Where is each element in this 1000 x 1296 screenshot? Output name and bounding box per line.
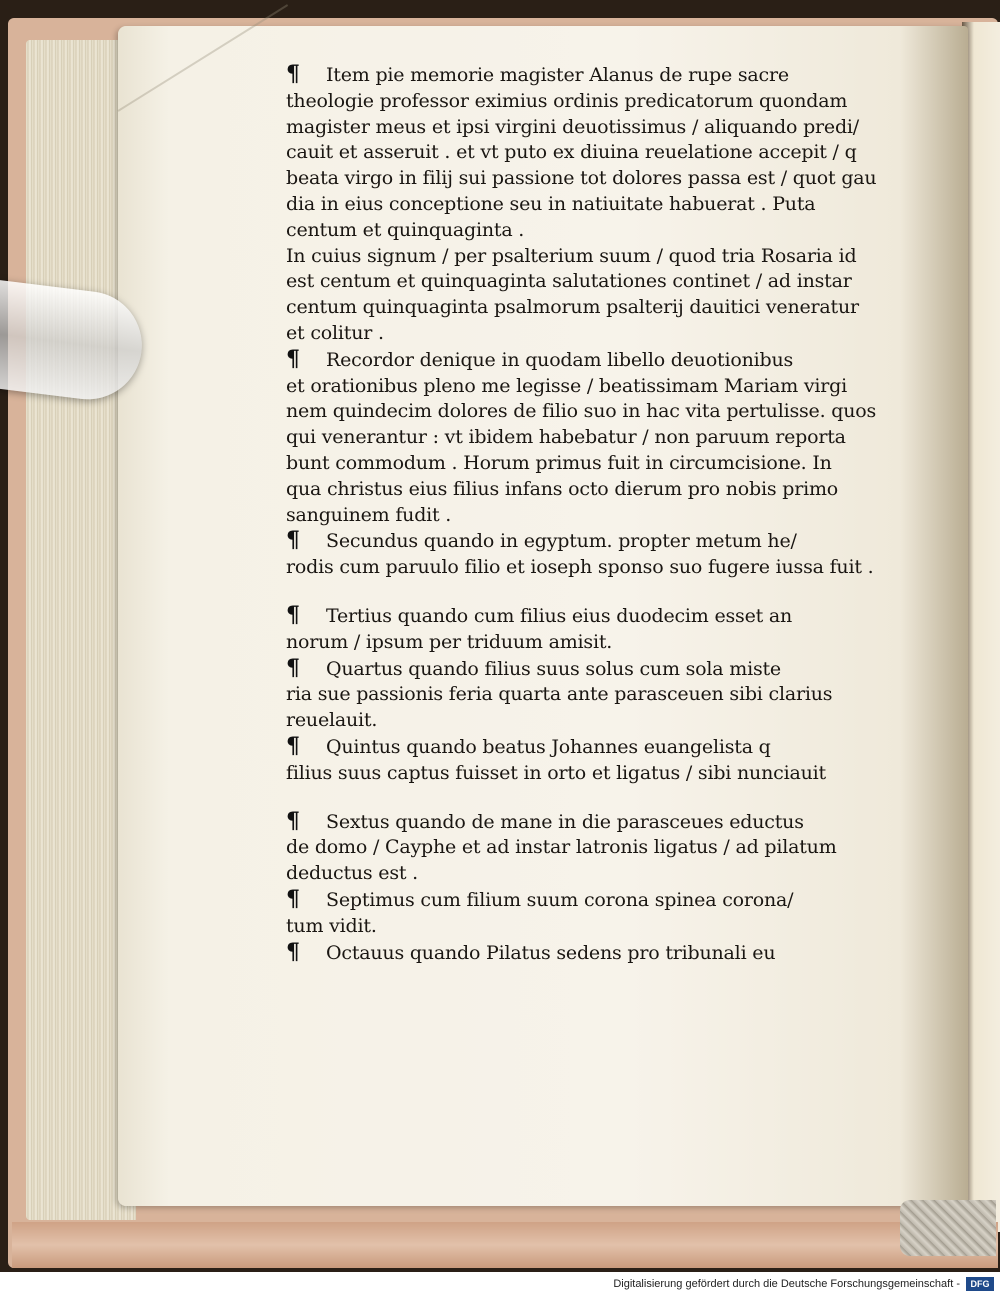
line-text: de domo / Cayphe et ad instar latronis ligatus / ad pilatum: [286, 836, 837, 859]
text-line: [286, 761, 866, 787]
line-text: In cuius signum / per psalterium suum / quod tria Rosaria id: [286, 244, 857, 267]
text-line: [286, 192, 866, 218]
line-text: Quintus quando beatus Johannes euangelista q: [326, 735, 771, 758]
text-line: [286, 62, 866, 89]
book-clasp: [900, 1200, 996, 1256]
page-text: [286, 61, 877, 966]
text-line: [286, 140, 866, 166]
text-line: [286, 244, 866, 270]
line-text: nem quindecim dolores de filio suo in hac vita pertulisse. quos: [286, 400, 877, 423]
line-text: Recordor denique in quodam libello deuotionibus: [326, 348, 794, 371]
line-text: norum / ipsum per triduum amisit.: [286, 630, 613, 653]
text-line: [286, 734, 866, 761]
dfg-logo: DFG: [966, 1277, 994, 1291]
binding-strip: [12, 1222, 998, 1268]
line-text: reuelauit.: [286, 709, 378, 732]
line-text: tum vidit.: [286, 914, 377, 937]
paragraph-mark-icon: ¶: [286, 732, 300, 759]
footer-credit: Digitalisierung gefördert durch die Deutsche Forschungsgemeinschaft -: [613, 1278, 960, 1290]
line-text: centum quinquaginta psalmorum psalterij dauitici veneratur: [286, 296, 859, 319]
line-text: filius suus captus fuisset in orto et ligatus / sibi nunciauit: [286, 761, 826, 784]
text-line: [286, 835, 866, 861]
line-text: sanguinem fudit .: [286, 503, 452, 526]
text-line: [286, 940, 866, 967]
line-text: magister meus et ipsi virgini deuotissimus / aliquando predi/: [286, 115, 860, 138]
text-line: [286, 887, 866, 914]
line-text: beata virgo in filij sui passione tot dolores passa est / quot gau: [286, 167, 877, 190]
text-line: [286, 503, 866, 529]
text-line: [286, 861, 866, 887]
paragraph-mark-icon: ¶: [286, 807, 300, 834]
text-line: [286, 528, 866, 555]
text-line: [286, 374, 866, 400]
text-line: [286, 708, 866, 734]
line-text: bunt commodum . Horum primus fuit in circumcisione. In: [286, 451, 832, 474]
text-line: [286, 451, 866, 477]
line-text: qui venerantur : vt ibidem habebatur / non paruum reporta: [286, 426, 846, 449]
line-text: Octauus quando Pilatus sedens pro tribunali eu: [326, 941, 776, 964]
line-text: centum et quinquaginta .: [286, 218, 525, 241]
line-text: Item pie memorie magister Alanus de rupe sacre: [326, 64, 789, 86]
text-line: [286, 218, 866, 244]
text-line: [286, 682, 866, 708]
text-line: [286, 166, 877, 192]
line-text: Quartus quando filius suus solus cum sola miste: [326, 657, 781, 680]
paragraph-mark-icon: ¶: [286, 61, 300, 87]
text-line: [286, 809, 866, 836]
text-line: [286, 89, 866, 115]
line-text: qua christus eius filius infans octo dierum pro nobis primo: [286, 477, 839, 500]
line-text: ria sue passionis feria quarta ante parasceuen sibi clarius: [286, 683, 833, 706]
text-line: [286, 347, 866, 374]
text-line: [286, 914, 866, 940]
line-text: Septimus cum filium suum corona spinea corona/: [326, 888, 794, 911]
text-line: [286, 269, 866, 295]
text-line: [286, 477, 866, 503]
text-line: [286, 630, 866, 656]
paragraph-mark-icon: ¶: [286, 601, 300, 628]
line-text: Secundus quando in egyptum. propter metum he/: [326, 530, 797, 553]
line-text: et orationibus pleno me legisse / beatissimam Mariam virgi: [286, 374, 847, 397]
text-line: [286, 295, 866, 321]
paragraph-mark-icon: ¶: [286, 885, 300, 912]
line-gap: [286, 787, 866, 809]
line-gap: [286, 581, 866, 603]
paragraph-mark-icon: ¶: [286, 527, 300, 554]
text-line: [286, 603, 866, 630]
text-line: [286, 399, 877, 425]
line-text: rodis cum paruulo filio et ioseph sponso suo fugere iussa fuit .: [286, 556, 874, 579]
text-line: [286, 555, 874, 581]
line-text: Sextus quando de mane in die parasceues eductus: [326, 810, 804, 833]
paragraph-mark-icon: ¶: [286, 654, 300, 681]
text-line: [286, 656, 866, 683]
line-text: dia in eius conceptione seu in natiuitate habuerat . Puta: [286, 192, 816, 215]
text-line: [286, 321, 866, 347]
text-line: [286, 115, 866, 141]
paragraph-mark-icon: ¶: [286, 938, 300, 965]
line-text: deductus est .: [286, 862, 419, 885]
line-text: est centum et quinquaginta salutationes continet / ad instar: [286, 270, 852, 293]
line-text: Tertius quando cum filius eius duodecim esset an: [326, 604, 793, 627]
text-line: [286, 425, 866, 451]
line-text: et colitur .: [286, 321, 384, 344]
paragraph-mark-icon: ¶: [286, 345, 300, 372]
line-text: cauit et asseruit . et vt puto ex diuina reuelatione accepit / q: [286, 141, 857, 164]
line-text: theologie professor eximius ordinis predicatorum quondam: [286, 89, 848, 112]
